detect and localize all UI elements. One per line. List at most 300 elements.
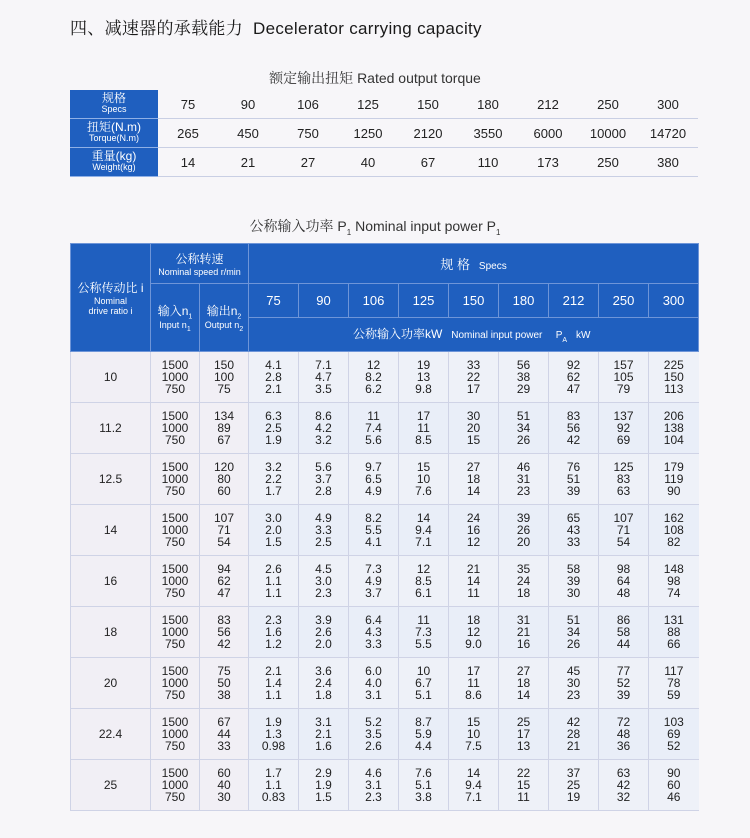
stack-value: 8.6 [465,688,482,702]
stack-value: 125 [613,460,634,474]
stack-value: 3.6 [315,664,332,678]
rated-torque-table [70,90,698,177]
output-speed-cell [200,505,249,556]
table-cell: 14720 [638,119,698,148]
power-cell [649,658,699,709]
stack-value: 27 [516,664,531,678]
stack-value: 6.4 [365,613,382,627]
stack-value: 62 [217,574,231,588]
stack-value: 77 [616,664,631,678]
stack-value: 52 [616,676,631,690]
stack-value: 14 [466,484,481,498]
table-cell: 300 [638,90,698,119]
stack-value: 2.6 [265,562,282,576]
stack-value: 19 [566,790,581,804]
stack-value: 42 [566,715,581,729]
stack-value: 82 [667,535,681,549]
table-cell: 106 [278,90,338,119]
stack-value: 4.9 [365,484,382,498]
ratio-cell: 20 [71,658,151,709]
power-unit-header [249,318,699,352]
row-header-en: Weight(kg) [92,162,136,172]
stack-value: 0.98 [261,739,286,753]
stack-value: 7.1 [415,535,432,549]
stack-value: 47 [566,382,581,396]
stack-value: 104 [663,433,684,447]
power-cell [499,556,549,607]
stack-value: 18 [466,613,481,627]
table-cell: 250 [578,90,638,119]
ratio-cell: 11.2 [71,403,151,454]
power-cell [349,403,399,454]
ratio-header-zh: 公称传动比 i [77,281,144,295]
stack-value: 13 [516,739,531,753]
stack-value: 98 [667,574,681,588]
power-cell [649,505,699,556]
power-cell [249,454,299,505]
stack-value: 1000 [161,727,189,741]
stack-value: 14 [466,574,481,588]
table-cell: 173 [518,148,578,177]
stack-value: 80 [217,472,231,486]
stack-value: 29 [516,382,531,396]
power-cell [449,607,499,658]
power-caption-en: Nominal input power P [355,218,496,234]
stack-value: 83 [217,613,231,627]
stack-value: 750 [164,688,186,702]
stack-value: 157 [613,358,634,372]
stack-value: 56 [566,421,581,435]
spec-header-cell: 90 [299,284,349,318]
stack-value: 206 [663,409,684,423]
table-cell: 90 [218,90,278,119]
power-cell [299,352,349,403]
stack-value: 2.8 [315,484,332,498]
power-cell [449,403,499,454]
stack-value: 15 [516,778,531,792]
power-cell [649,556,699,607]
power-cell [499,352,549,403]
ratio-cell: 25 [71,760,151,811]
stack-value: 8.2 [365,370,382,384]
input-speed-cell [151,760,200,811]
stack-value: 8.5 [415,574,432,588]
input-zh: 输入n [157,303,189,318]
input-en-sub: 1 [186,326,191,334]
stack-value: 1500 [161,664,189,678]
stack-value: 5.5 [365,523,382,537]
table-cell: 10000 [578,119,638,148]
stack-value: 20 [466,421,481,435]
table-cell: 67 [398,148,458,177]
stack-value: 83 [616,472,631,486]
stack-value: 7.6 [415,484,432,498]
stack-value: 31 [516,472,531,486]
rated-caption-en: Rated output torque [357,70,481,86]
power-cell [249,556,299,607]
power-cell [399,454,449,505]
stack-value: 12 [466,535,481,549]
stack-value: 11 [517,790,530,804]
power-caption-sub: 1 [346,227,352,237]
stack-value: 39 [516,511,531,525]
stack-value: 74 [667,586,681,600]
power-cell [399,403,449,454]
power-cell [449,658,499,709]
input-speed-cell [151,352,200,403]
power-cell [399,505,449,556]
stack-value: 5.5 [415,637,432,651]
table-cell: 3550 [458,119,518,148]
power-cell [399,760,449,811]
input-speed-cell [151,454,200,505]
stack-value: 1.9 [265,433,282,447]
stack-value: 4.3 [365,625,382,639]
torque-row [70,119,698,148]
stack-value: 9.0 [465,637,482,651]
spec-header-cell: 75 [249,284,299,318]
stack-value: 90 [667,484,681,498]
row-header-en: Specs [101,104,127,114]
stack-value: 2.5 [265,421,282,435]
power-cell [449,454,499,505]
stack-value: 17 [416,409,431,423]
stack-value: 7.1 [465,790,482,804]
stack-value: 750 [164,790,186,804]
power-cell [549,709,599,760]
stack-value: 14 [466,766,481,780]
stack-value: 2.3 [315,586,332,600]
stack-value: 4.6 [365,766,382,780]
stack-value: 3.5 [365,727,382,741]
power-cell [299,760,349,811]
stack-value: 26 [516,433,531,447]
spec-header-cell: 212 [549,284,599,318]
output-sub: 2 [237,313,242,321]
stack-value: 19 [416,358,431,372]
power-cell [549,658,599,709]
weight-row [70,148,698,177]
power-cell [599,658,649,709]
power-cell [649,352,699,403]
stack-value: 40 [217,778,231,792]
power-cell [649,760,699,811]
power-caption-zh: 公称输入功率 P [249,218,347,234]
speed-header [151,244,249,284]
stack-value: 31 [516,613,531,627]
stack-value: 3.1 [365,778,382,792]
stack-value: 1.3 [265,727,282,741]
stack-value: 48 [616,727,631,741]
table-row [71,556,699,607]
stack-value: 4.9 [315,511,332,525]
ratio-cell: 16 [71,556,151,607]
power-cell [349,658,399,709]
table-row [71,505,699,556]
stack-value: 26 [516,523,531,537]
output-speed-cell [200,556,249,607]
table-cell: 125 [338,90,398,119]
stack-value: 12 [466,625,481,639]
stack-value: 69 [667,727,681,741]
table-cell: 450 [218,119,278,148]
rated-caption-zh: 额定输出扭矩 [269,70,354,86]
stack-value: 2.1 [315,727,332,741]
stack-value: 2.1 [265,382,282,396]
power-cell [399,709,449,760]
stack-value: 65 [566,511,581,525]
power-cell [249,403,299,454]
stack-value: 750 [164,433,186,447]
stack-value: 3.9 [315,613,332,627]
stack-value: 11 [367,409,380,423]
input-speed-header [151,284,200,352]
stack-value: 71 [217,523,231,537]
stack-value: 24 [466,511,481,525]
stack-value: 750 [164,382,186,396]
stack-value: 3.2 [315,433,332,447]
specs-header-zh: 规 格 [440,256,471,272]
input-en: Input n [159,320,187,331]
stack-value: 4.7 [315,370,332,384]
spec-header-cell: 300 [649,284,699,318]
stack-value: 52 [667,739,681,753]
stack-value: 42 [217,637,231,651]
stack-value: 4.2 [315,421,332,435]
output-header-zh [200,302,248,320]
stack-value: 7.6 [415,766,432,780]
stack-value: 6.2 [365,382,382,396]
stack-value: 51 [566,613,581,627]
stack-value: 8.6 [315,409,332,423]
stack-value: 1000 [161,574,189,588]
stack-value: 2.5 [315,535,332,549]
stack-value: 7.5 [465,739,482,753]
table-cell: 212 [518,90,578,119]
stack-value: 25 [516,715,531,729]
stack-value: 1500 [161,562,189,576]
stack-value: 33 [566,535,581,549]
power-cell [599,709,649,760]
power-cell [449,760,499,811]
stack-value: 18 [516,586,531,600]
ratio-header [71,244,151,352]
table-cell: 380 [638,148,698,177]
stack-value: 108 [663,523,684,537]
stack-value: 107 [613,511,634,525]
stack-value: 58 [566,562,581,576]
stack-value: 750 [164,739,186,753]
stack-value: 13 [416,370,431,384]
power-cell [549,505,599,556]
power-cell [399,556,449,607]
stack-value: 89 [217,421,231,435]
stack-value: 1.6 [265,625,282,639]
power-header-en: Nominal input power [451,329,543,341]
stack-value: 103 [663,715,684,729]
stack-value: 11 [467,586,480,600]
stack-value: 71 [616,523,631,537]
stack-value: 42 [566,433,581,447]
table-row [71,658,699,709]
stack-value: 34 [516,421,531,435]
stack-value: 75 [217,382,231,396]
stack-value: 1500 [161,613,189,627]
power-cell [449,556,499,607]
table-cell: 21 [218,148,278,177]
power-cell [599,607,649,658]
row-header-zh: 规格 [101,91,126,105]
output-speed-cell [200,607,249,658]
stack-value: 2.4 [315,676,332,690]
stack-value: 117 [664,664,684,678]
table-cell: 27 [278,148,338,177]
power-cell [399,607,449,658]
stack-value: 12 [416,562,431,576]
stack-value: 54 [217,535,231,549]
stack-value: 8.2 [365,511,382,525]
stack-value: 25 [566,778,581,792]
power-cell [599,352,649,403]
stack-value: 58 [616,625,631,639]
stack-value: 1500 [161,358,189,372]
power-cell [299,607,349,658]
output-speed-cell [200,709,249,760]
section-title [70,14,482,39]
stack-value: 1.6 [315,739,332,753]
stack-value: 3.7 [315,472,332,486]
stack-value: 100 [213,370,235,384]
stack-value: 69 [616,433,631,447]
stack-value: 1000 [161,370,189,384]
stack-value: 1.9 [265,715,282,729]
stack-value: 51 [516,409,531,423]
stack-value: 46 [516,460,531,474]
stack-value: 1.1 [265,688,282,702]
power-cell [599,556,649,607]
stack-value: 60 [667,778,681,792]
stack-value: 2.2 [265,472,282,486]
stack-value: 17 [466,664,481,678]
stack-value: 22 [516,766,531,780]
table-cell: 1250 [338,119,398,148]
stack-value: 3.3 [365,637,382,651]
stack-value: 1.5 [315,790,332,804]
stack-value: 38 [217,688,231,702]
power-cell [499,454,549,505]
stack-value: 21 [466,562,481,576]
stack-value: 10 [416,472,431,486]
stack-value: 2.8 [265,370,282,384]
stack-value: 3.5 [315,382,332,396]
stack-value: 11 [417,613,430,627]
input-speed-cell [151,403,200,454]
stack-value: 3.0 [315,574,332,588]
row-header [70,148,158,177]
stack-value: 1.8 [315,688,332,702]
output-speed-cell [200,760,249,811]
power-cell [449,352,499,403]
stack-value: 9.8 [415,382,432,396]
stack-value: 23 [566,688,581,702]
specs-header-en: Specs [478,260,507,272]
stack-value: 62 [566,370,581,384]
stack-value: 30 [217,790,231,804]
stack-value: 7.4 [365,421,382,435]
stack-value: 60 [217,766,231,780]
table-row [71,760,699,811]
stack-value: 1500 [161,766,189,780]
stack-value: 27 [466,460,481,474]
stack-value: 20 [516,535,531,549]
stack-value: 26 [566,637,581,651]
power-cell [299,658,349,709]
stack-value: 15 [416,460,431,474]
stack-value: 1.1 [265,586,282,600]
stack-value: 45 [566,664,581,678]
stack-value: 131 [663,613,684,627]
stack-value: 750 [164,586,186,600]
power-caption-sub-en: 1 [495,227,501,237]
stack-value: 63 [616,766,631,780]
table-cell: 40 [338,148,398,177]
stack-value: 2.6 [365,739,382,753]
stack-value: 1000 [161,472,189,486]
power-cell [349,607,399,658]
stack-value: 750 [164,637,186,651]
stack-value: 21 [566,739,581,753]
stack-value: 47 [217,586,231,600]
table-row [71,454,699,505]
stack-value: 23 [516,484,531,498]
stack-value: 3.7 [365,586,382,600]
stack-value: 1.1 [265,778,282,792]
stack-value: 36 [616,739,631,753]
stack-value: 6.5 [365,472,382,486]
power-cell [399,658,449,709]
stack-value: 22 [466,370,481,384]
power-cell [499,709,549,760]
stack-value: 34 [566,625,581,639]
power-cell [499,403,549,454]
input-speed-cell [151,709,200,760]
power-cell [249,709,299,760]
stack-value: 18 [466,472,481,486]
power-header-zh: 公称输入功率kW [353,326,443,341]
stack-value: 12 [366,358,381,372]
stack-value: 46 [667,790,681,804]
spec-header-cell: 106 [349,284,399,318]
power-cell [249,760,299,811]
power-cell [299,556,349,607]
stack-value: 2.6 [315,625,332,639]
rated-torque-caption [0,68,750,88]
stack-value: 1000 [161,625,189,639]
output-en-sub: 2 [239,326,244,334]
stack-value: 1500 [161,715,189,729]
stack-value: 15 [466,433,481,447]
stack-value: 67 [217,715,231,729]
stack-value: 6.7 [415,676,432,690]
power-cell [549,403,599,454]
stack-value: 30 [466,409,481,423]
stack-value: 3.1 [365,688,382,702]
power-cell [599,760,649,811]
power-cell [249,505,299,556]
section-title-zh: 四、减速器的承载能力 [70,19,243,38]
power-cell [349,505,399,556]
stack-value: 33 [466,358,481,372]
